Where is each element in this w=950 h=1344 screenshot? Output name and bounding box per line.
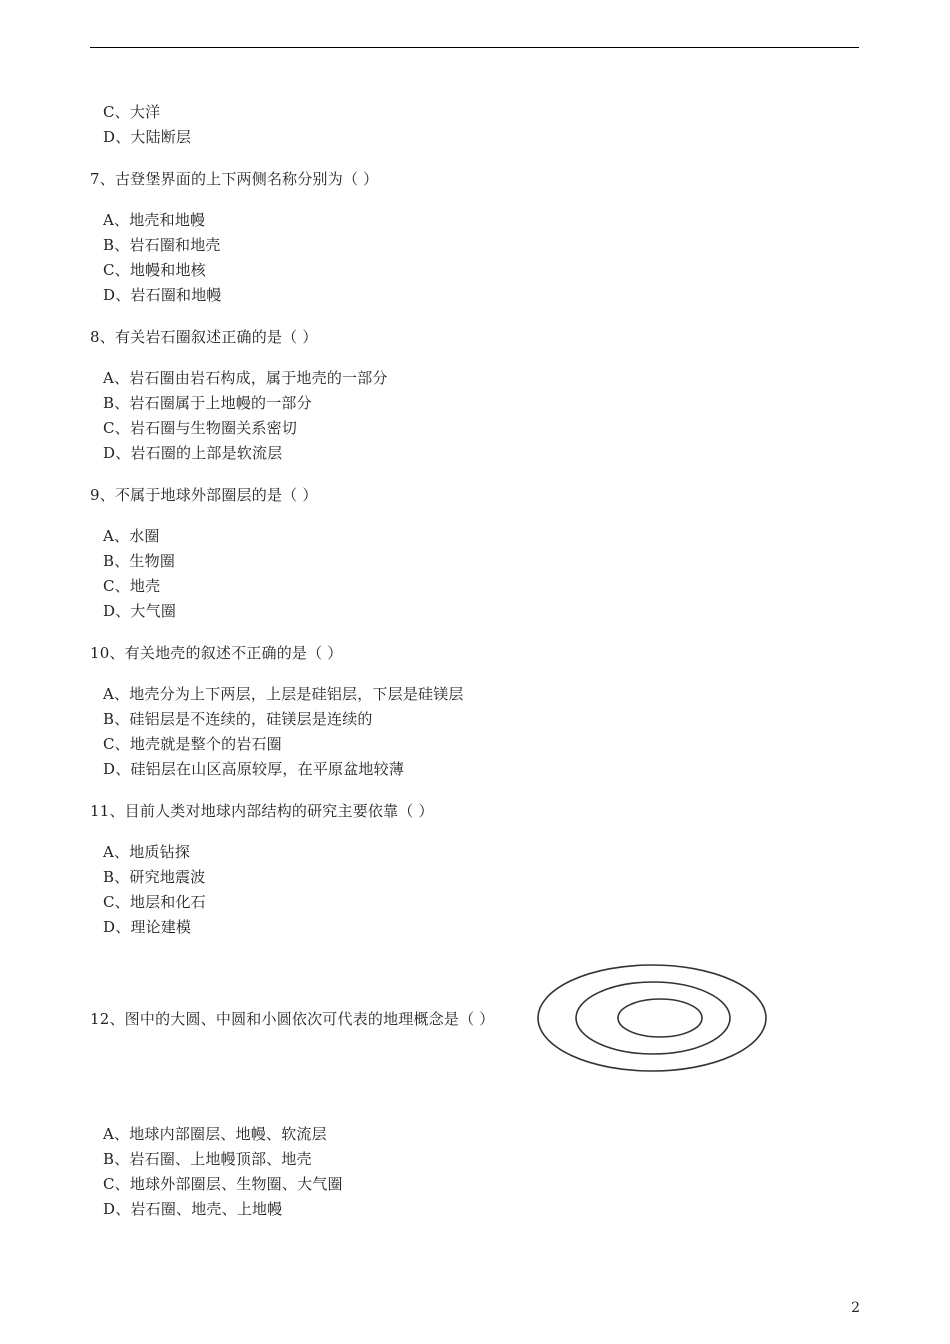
question-11-option-c: C、地层和化石: [103, 893, 206, 911]
question-8-stem: 8、有关岩石圈叙述正确的是（ ）: [90, 328, 318, 346]
question-12-option-d: D、岩石圈、地壳、上地幔: [103, 1200, 283, 1218]
concentric-circles-diagram: [536, 963, 768, 1075]
question-10-option-b: B、硅铝层是不连续的，硅镁层是连续的: [103, 710, 373, 728]
question-11-option-d: D、理论建模: [103, 918, 192, 936]
question-10-option-a: A、地壳分为上下两层，上层是硅铝层，下层是硅镁层: [103, 685, 464, 703]
question-10-option-c: C、地壳就是整个的岩石圈: [103, 735, 282, 753]
question-7-option-c: C、地幔和地核: [103, 261, 206, 279]
small-circle: [618, 999, 702, 1037]
question-7-stem: 7、古登堡界面的上下两侧名称分别为（ ）: [90, 170, 379, 188]
question-7-option-a: A、地壳和地幔: [103, 211, 206, 229]
question-8-option-d: D、岩石圈的上部是软流层: [103, 444, 283, 462]
question-9-option-a: A、水圈: [103, 527, 160, 545]
header-rule: [90, 47, 859, 48]
large-circle: [538, 965, 766, 1071]
question-8-option-c: C、岩石圈与生物圈关系密切: [103, 419, 298, 437]
question-9-stem: 9、不属于地球外部圈层的是（ ）: [90, 486, 318, 504]
question-12-option-b: B、岩石圈、上地幔顶部、地壳: [103, 1150, 312, 1168]
question-9-option-b: B、生物圈: [103, 552, 176, 570]
question-8-option-b: B、岩石圈属于上地幔的一部分: [103, 394, 312, 412]
question-11-option-b: B、研究地震波: [103, 868, 206, 886]
medium-circle: [576, 982, 730, 1054]
question-7-option-d: D、岩石圈和地幔: [103, 286, 222, 304]
question-9-option-d: D、大气圈: [103, 602, 177, 620]
option-c-prev: C、大洋: [103, 103, 161, 121]
question-9-option-c: C、地壳: [103, 577, 161, 595]
question-10-option-d: D、硅铝层在山区高原较厚，在平原盆地较薄: [103, 760, 405, 778]
question-12-stem: 12、图中的大圆、中圆和小圆依次可代表的地理概念是（ ）: [90, 1010, 495, 1028]
question-8-option-a: A、岩石圈由岩石构成，属于地壳的一部分: [103, 369, 388, 387]
question-11-option-a: A、地质钻探: [103, 843, 191, 861]
question-10-stem: 10、有关地壳的叙述不正确的是（ ）: [90, 644, 343, 662]
question-12-option-c: C、地球外部圈层、生物圈、大气圈: [103, 1175, 343, 1193]
question-12-option-a: A、地球内部圈层、地幔、软流层: [103, 1125, 327, 1143]
page-number: 2: [851, 1300, 860, 1316]
option-d-prev: D、大陆断层: [103, 128, 192, 146]
question-11-stem: 11、目前人类对地球内部结构的研究主要依靠（ ）: [90, 802, 434, 820]
question-7-option-b: B、岩石圈和地壳: [103, 236, 221, 254]
